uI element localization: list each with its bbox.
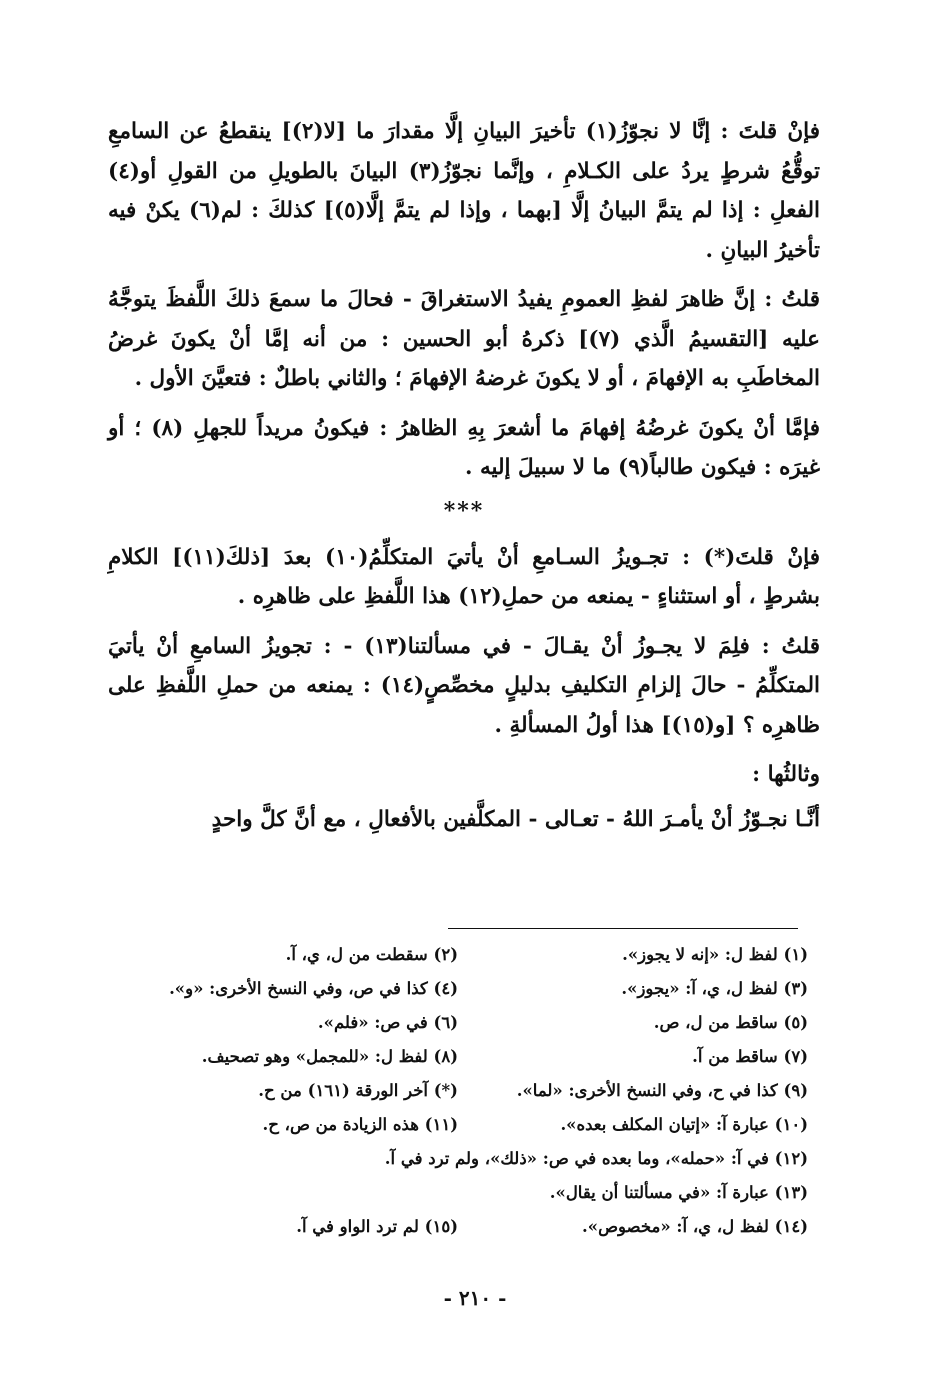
paragraph-4: فإنْ قلتَ(*) : تجـويزُ السـامعِ أنْ يأتيَ المتكلِّمُ(١٠) بعدَ [ذلكَ(١١)] الكلامِ بشرطٍ ، أو استثناءٍ - يمنعه من حملِ(١٢) هذا اللَّفظِ على ظاهرِه . xyxy=(108,544,820,609)
paragraph-5: قلتُ : فلِمَ لا يجـوزُ أنْ يقـالَ - في مسألتنا(١٣) - : تجويزُ السامعِ أنْ يأتيَ المتكلِّمُ - حالَ إلزامِ التكليفِ بدليلٍ مخصِّصٍ(١٤) : يمنعه من حملِ اللَّفظِ على ظاهرِه ؟ [و(١٥)] هذا أولُ المسألةِ . xyxy=(108,633,820,738)
footnote-7: (٧) ساقط من آ. xyxy=(692,1047,808,1066)
footnote-11: (١١) هذه الزيادة من ص، ح. xyxy=(262,1115,458,1134)
footnote-6: (٦) في ص: «فلم». xyxy=(317,1013,458,1032)
footnote-1: (١) لفظ ل: «إنه لا يجوز». xyxy=(622,945,808,964)
footnote-14: (١٤) لفظ ل، ي، آ: «مخصوص». xyxy=(582,1217,808,1236)
section-heading: وثالثُها : xyxy=(752,762,820,787)
footnote-3: (٣) لفظ ل، ي، آ: «يجوز». xyxy=(621,979,808,998)
footnote-8: (٨) لفظ ل: «للمجمل» وهو تصحيف. xyxy=(201,1047,458,1066)
footnote-12: (١٢) في آ: «حمله»، وما بعده في ص: «ذلك»، ولم ترد في آ. xyxy=(384,1149,808,1168)
footnote-star: (*) آخر الورقة (١٦١) من ح. xyxy=(258,1081,458,1100)
footnote-4: (٤) كذا في ص، وفي النسخ الأخرى: «و». xyxy=(169,979,458,998)
page-number: - ٢١٠ - xyxy=(443,1286,507,1310)
paragraph-3: فإمَّا أنْ يكونَ غرضُهُ إفهامَ ما أشعرَ بِهِ الظاهرُ : فيكونُ مريداً للجهلِ (٨) ؛ أو غيرَه : فيكون طالباً(٩) ما لا سبيلَ إليه . xyxy=(108,415,820,480)
footnote-9: (٩) كذا في ح، وفي النسخ الأخرى: «لما». xyxy=(516,1081,808,1100)
footnote-10: (١٠) عبارة آ: «إتيان المكلف بعده». xyxy=(560,1115,808,1134)
paragraph-2: قلتُ : إنَّ ظاهرَ لفظِ العمومِ يفيدُ الاستغراقَ - فحالَ ما سمعَ ذلكَ اللَّفظَ يتوجَّهُ عليه [التقسيمُ الَّذي (٧)] ذكرهُ أبو الحسين : من أنه إمَّا أنْ يكونَ غرضُ المخاطَبِ به الإفهامَ ، أو لا يكونَ غرضهُ الإفهامَ ؛ والثاني باطلٌ : فتعيَّنَ الأول . xyxy=(108,287,820,391)
footnote-13: (١٣) عبارة آ: «في مسألتنا أن يقال». xyxy=(549,1183,808,1202)
footnote-divider xyxy=(448,928,798,929)
main-text xyxy=(108,112,820,850)
footnote-row xyxy=(108,938,808,972)
footnote-5: (٥) ساقط من ل، ص. xyxy=(653,1013,808,1032)
footnote-row xyxy=(108,1210,808,1244)
footnote-row xyxy=(108,1074,808,1108)
section-separator: *** xyxy=(443,497,485,524)
footnote-2: (٢) سقطت من ل، ي، آ. xyxy=(285,945,458,964)
paragraph-6: أنَّـا نجـوّزُ أنْ يأمـرَ اللهُ - تعـالى - المكلَّفين بالأفعالِ ، مع أنَّ كلَّ واحدٍ xyxy=(211,807,820,832)
footnote-row xyxy=(108,1108,808,1142)
footnote-row xyxy=(108,972,808,1006)
footnote-row xyxy=(108,1040,808,1074)
footnote-15: (١٥) لم ترد الواو في آ. xyxy=(296,1217,458,1236)
footnotes xyxy=(108,938,808,1244)
footnote-row xyxy=(108,1006,808,1040)
paragraph-1: فإنْ قلتَ : إنَّا لا نجوّزُ(١) تأخيرَ البيانِ إلَّا مقدارَ ما [لا(٢)] ينقطعُ عن السامعِ توقُّعُ شرطٍ يردُ على الكـلامِ ، وإنَّما نجوّزُ(٣) البيانَ بالطويلِ من القولِ أو(٤) الفعلِ : إذا لم يتمَّ البيانُ إلَّا [بهما ، وإذا لم يتمَّ إلَّا(٥)] كذلكَ : لم(٦) يكنْ فيه تأخيرُ البيانِ . xyxy=(108,119,821,263)
